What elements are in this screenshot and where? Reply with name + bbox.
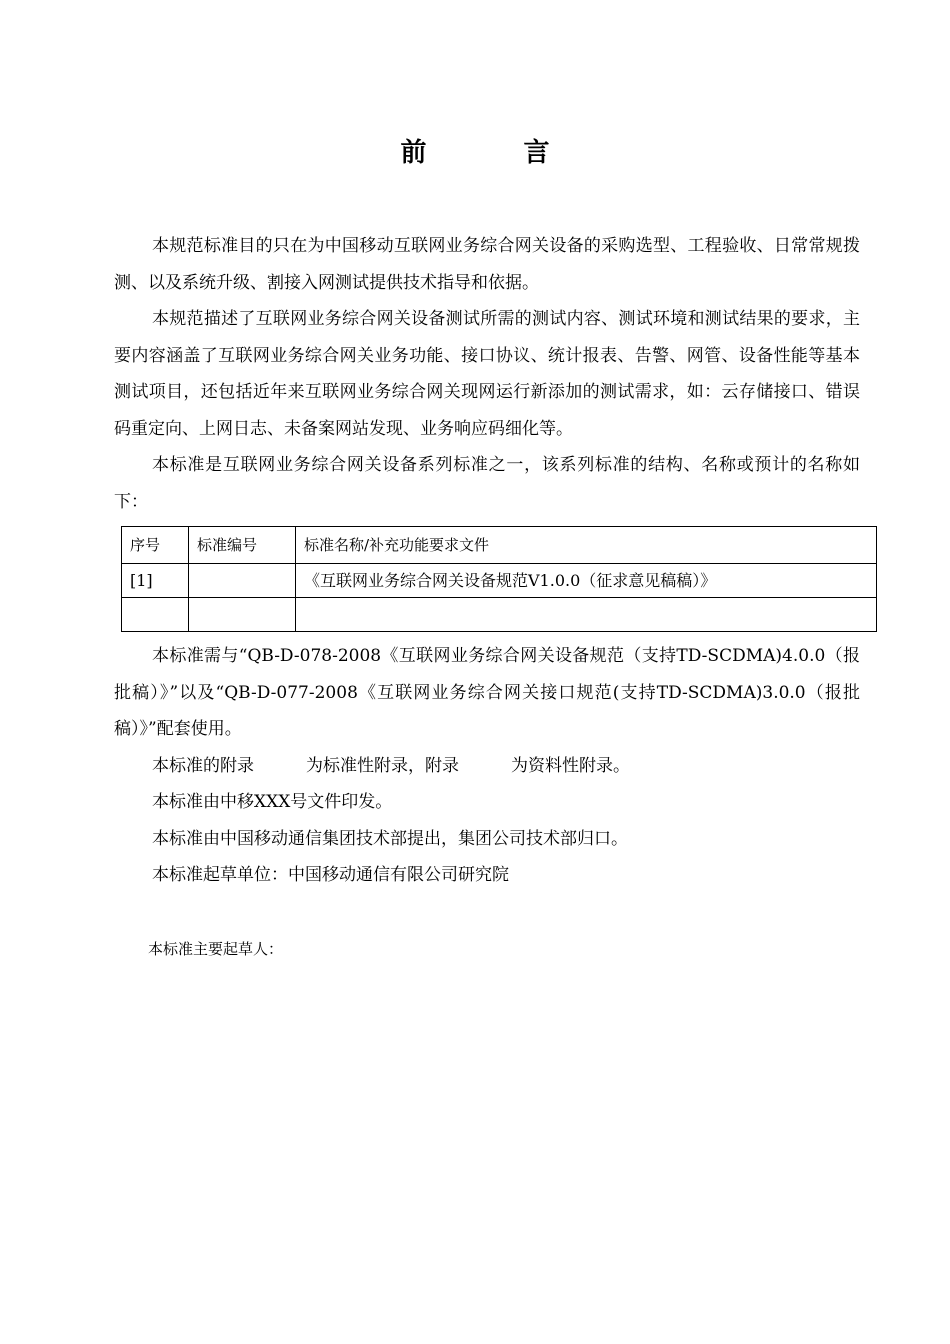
table-row xyxy=(122,564,877,598)
paragraph-issuance: 本标准由中移XXX号文件印发。 xyxy=(152,792,393,812)
appendix-text-a: 本标准的附录 xyxy=(152,755,254,776)
appendix-text-c: 为资料性附录。 xyxy=(511,755,630,776)
paragraph-proposer: 本标准由中国移动通信集团技术部提出，集团公司技术部归口。 xyxy=(152,828,628,849)
table-cell-index: [1] xyxy=(122,564,189,598)
header-cell-number: 标准编号 xyxy=(189,527,296,564)
table-cell-index xyxy=(122,598,189,632)
paragraph-companion-specs: 本标准需与“QB-D-078-2008《互联网业务综合网关设备规范（支持TD-SCDMA)4.0.0（报批稿）》”以及“QB-D-077-2008《互联网业务综合网关接口规范(支持TD-SCDMA)3.0.0（报批稿）》”配套使用。 xyxy=(114,646,860,739)
page-title: 前 言 xyxy=(400,138,594,168)
paragraph-series: 本标准是互联网业务综合网关设备系列标准之一，该系列标准的结构、名称或预计的名称如下： xyxy=(114,455,860,512)
header-cell-name: 标准名称/补充功能要求文件 xyxy=(296,527,877,564)
table-header-row xyxy=(122,527,877,564)
table-row xyxy=(122,598,877,632)
table-cell-number xyxy=(189,598,296,632)
paragraph-drafting-unit: 本标准起草单位：中国移动通信有限公司研究院 xyxy=(152,865,509,885)
standards-table xyxy=(121,526,877,632)
table-cell-name: 《互联网业务综合网关设备规范V1.0.0（征求意见稿稿）》 xyxy=(296,564,877,598)
header-cell-index: 序号 xyxy=(122,527,189,564)
table-cell-name xyxy=(296,598,877,632)
paragraph-scope: 本规范描述了互联网业务综合网关设备测试所需的测试内容、测试环境和测试结果的要求，主要内容涵盖了互联网业务综合网关业务功能、接口协议、统计报表、告警、网管、设备性能等基本测试项目，还包括近年来互联网业务综合网关现网运行新添加的测试需求，如：云存储接口、错误码重定向、上网日志、未备案网站发现、业务响应码细化等。 xyxy=(114,309,860,439)
drafters-label: 本标准主要起草人： xyxy=(148,940,284,958)
foreword-body xyxy=(114,228,860,894)
paragraph-appendix xyxy=(114,748,860,785)
paragraph-purpose: 本规范标准目的只在为中国移动互联网业务综合网关设备的采购选型、工程验收、日常常规拨测、以及系统升级、割接入网测试提供技术指导和依据。 xyxy=(114,236,860,293)
table-cell-number xyxy=(189,564,296,598)
appendix-text-b: 为标准性附录，附录 xyxy=(306,755,459,776)
